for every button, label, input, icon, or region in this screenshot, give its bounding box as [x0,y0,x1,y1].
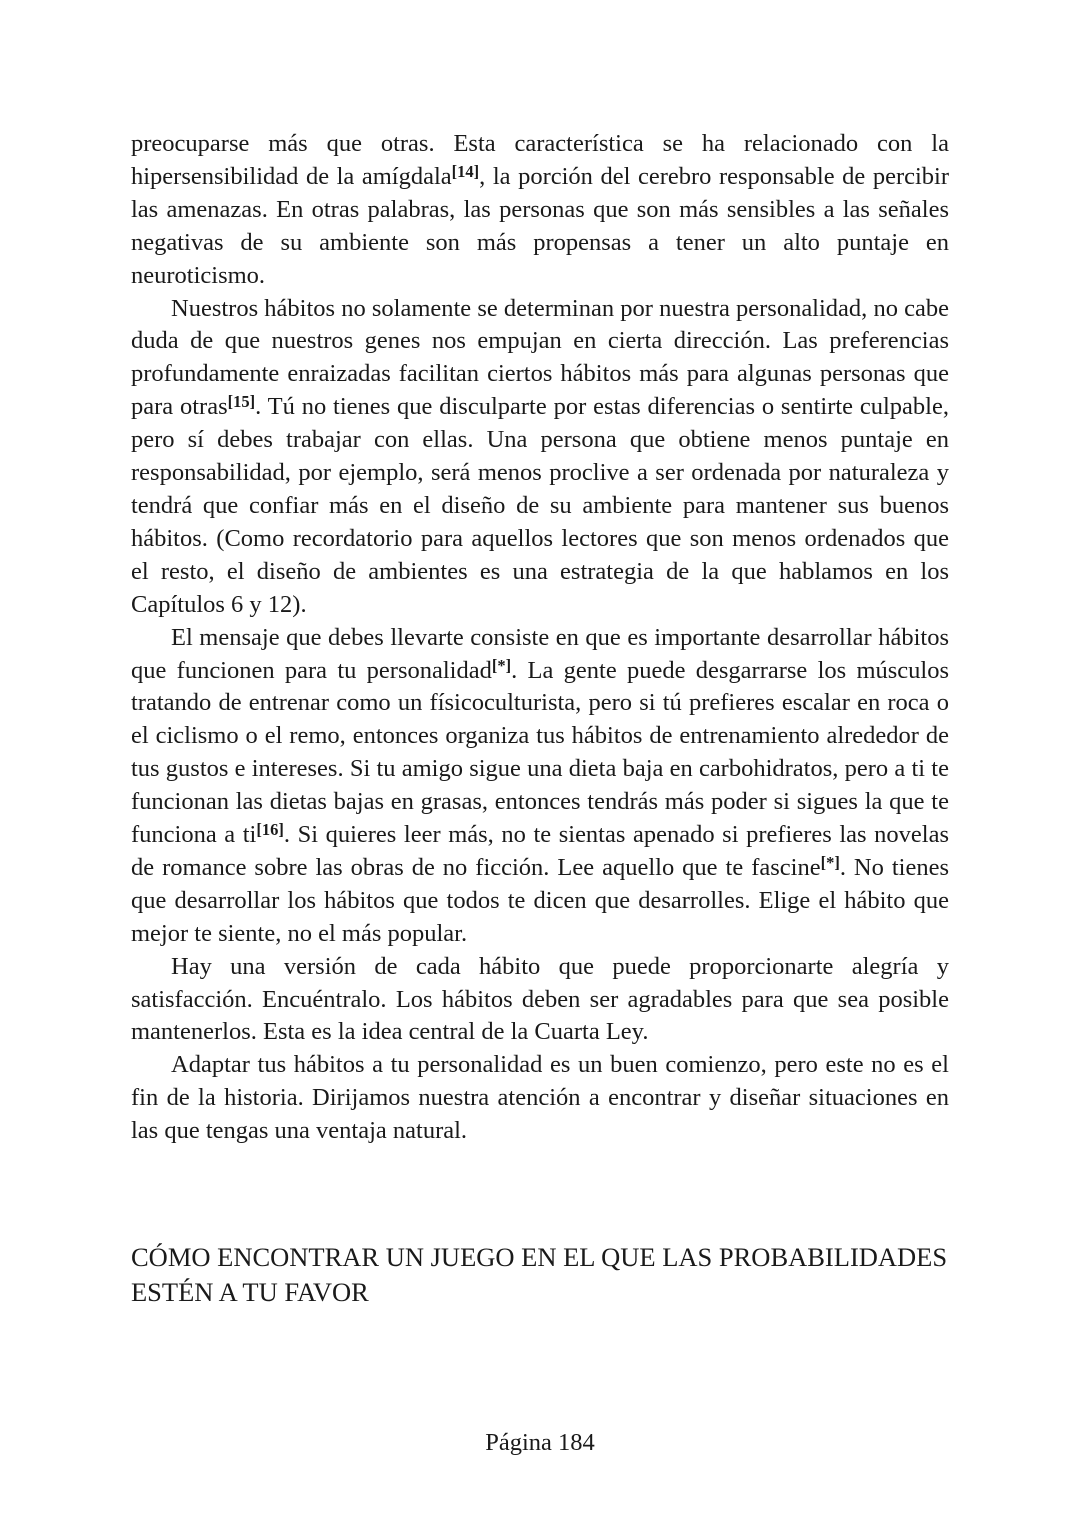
paragraph-text: . Tú no tienes que disculparte por estas diferencias o sentirte culpable, pero sí debes trabajar con ellas. Una persona que obtiene menos puntaje en responsabilidad, por ejemplo, será menos proclive a ser ordenada por naturaleza y tendrá que confiar más en el diseño de su ambiente para mantener sus buenos hábitos. (Como recordatorio para aquellos lectores que son menos ordenados que el resto, el diseño de ambientes es una estrategia de la que hablamos en los Capítulos 6 y 12). [131,393,949,618]
paragraph-text: , la porción del cerebro responsable de percibir las amenazas. En otras palabras, las personas que son más sensibles a las señales negativas de su ambiente son más propensas a tener un alto puntaje en neuroticismo. [131,162,950,289]
paragraph-text: . No tienes que desarrollar los hábitos que todos te dicen que desarrolles. Elige el hábito que mejor te siente, no el más popular. [131,853,949,947]
page-number: Página 184 [485,1429,595,1456]
paragraph-4 [131,951,949,1050]
paragraph-1 [131,128,949,293]
paragraph-5 [131,1049,949,1148]
footnote-ref-asterisk[interactable]: [*] [820,852,840,872]
footnote-ref-16[interactable]: [16] [256,820,284,840]
footnote-ref-14[interactable]: [14] [451,161,480,181]
body-text [131,128,949,1148]
paragraph-text: Adaptar tus hábitos a tu personalidad es un buen comienzo, pero este no es el fin de la historia. Dirijamos nuestra atención a encontrar y diseñar situaciones en las que tengas una ventaja natural. [131,1051,949,1145]
paragraph-3 [131,622,949,951]
paragraph-text: . La gente puede desgarrarse los músculos tratando de entrenar como un físicoculturista, pero si tú prefieres escalar en roca o el ciclismo o el remo, entonces organiza tus hábitos de entrenamiento alrededor de tus gustos e intereses. Si tu amigo sigue una dieta baja en carbohidratos, pero a ti te funcionan las dietas bajas en grasas, entonces tendrás más poder si sigues la que te funciona a ti [131,656,949,849]
footnote-ref-15[interactable]: [15] [227,392,256,412]
paragraph-text: preocuparse más que otras. Esta característica se ha relacionado con la hipersensibilidad de la amígdala [131,130,949,190]
paragraph-2 [131,293,949,622]
footnote-ref-asterisk[interactable]: [*] [491,655,512,675]
paragraph-text: Nuestros hábitos no solamente se determinan por nuestra personalidad, no cabe duda de que nuestros genes nos empujan en cierta dirección. Las preferencias profundamente enraizadas facilitan ciertos hábitos más para algunas personas que para otras [131,294,949,421]
paragraph-text: . Si quieres leer más, no te sientas apenado si prefieres las novelas de romance sobre las obras de no ficción. Lee aquello que te fascine [131,821,950,881]
section-heading [131,1240,961,1310]
section-heading-line-1: CÓMO ENCONTRAR UN JUEGO EN EL QUE LAS PROBABILIDADES [131,1242,948,1272]
section-heading-line-2: ESTÉN A TU FAVOR [131,1277,369,1307]
paragraph-text: El mensaje que debes llevarte consiste en que es importante desarrollar hábitos que funcionen para tu personalidad [131,623,949,684]
paragraph-text: Hay una versión de cada hábito que puede proporcionarte alegría y satisfacción. Encuéntralo. Los hábitos deben ser agradables para que sea posible mantenerlos. Esta es la idea central de la Cuarta Ley. [131,952,949,1046]
